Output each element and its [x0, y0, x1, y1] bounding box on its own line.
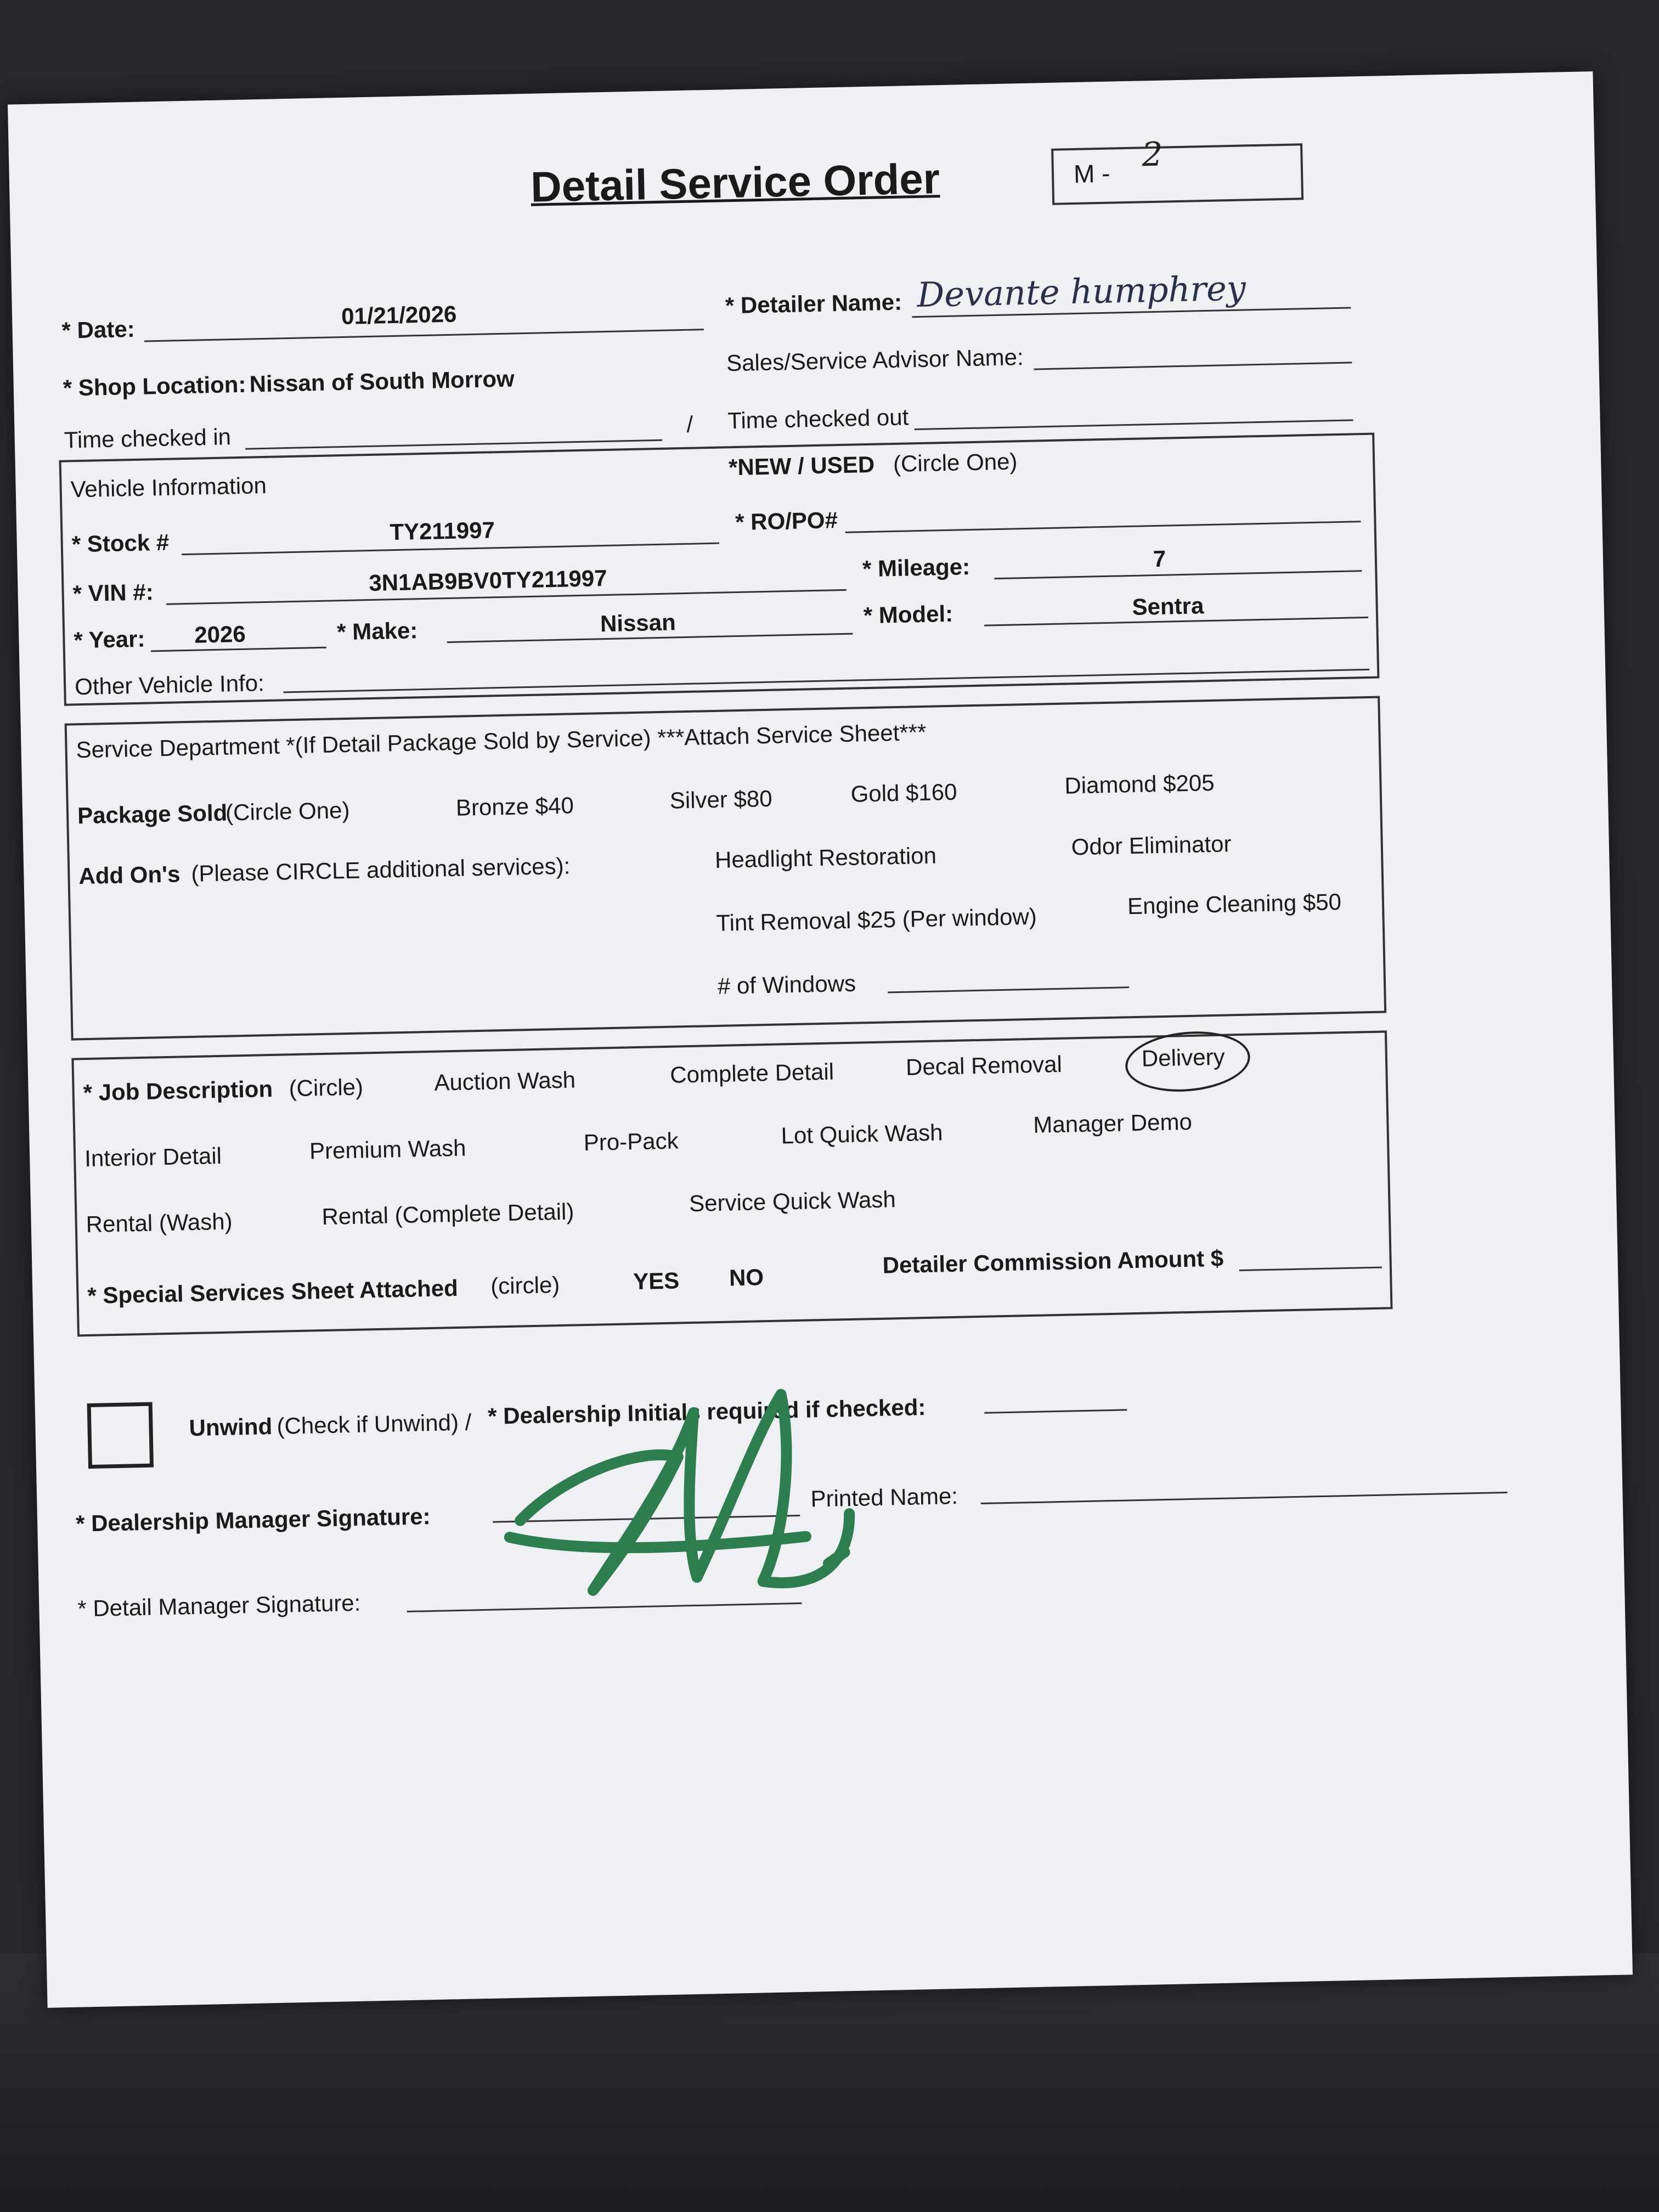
job-service-quick-wash[interactable]: Service Quick Wash	[689, 1186, 896, 1217]
addons-hint: (Please CIRCLE additional services):	[190, 853, 571, 887]
service-header: Service Department *(If Detail Package Sold by Service) ***Attach Service Sheet***	[76, 719, 927, 763]
time-separator: /	[686, 411, 693, 437]
make-value[interactable]: Nissan	[600, 609, 676, 637]
printed-name-label: Printed Name:	[810, 1482, 958, 1512]
job-lot-quick-wash[interactable]: Lot Quick Wash	[781, 1119, 943, 1149]
order-number-prefix: M -	[1073, 159, 1111, 188]
unwind-checkbox[interactable]	[87, 1402, 154, 1469]
date-line	[144, 329, 704, 342]
job-complete-detail[interactable]: Complete Detail	[669, 1058, 834, 1088]
addon-tint[interactable]: Tint Removal $25 (Per window)	[716, 903, 1037, 936]
job-interior-detail[interactable]: Interior Detail	[84, 1142, 222, 1172]
year-label: * Year:	[73, 625, 145, 653]
new-used-hint: (Circle One)	[893, 448, 1018, 477]
addon-headlight[interactable]: Headlight Restoration	[714, 842, 937, 873]
service-order-sheet	[8, 71, 1633, 2008]
addon-odor[interactable]: Odor Eliminator	[1071, 831, 1232, 860]
time-in-line[interactable]	[245, 439, 662, 450]
special-yes[interactable]: YES	[633, 1267, 680, 1295]
initials-label: * Dealership Initials required if checked:	[487, 1394, 926, 1429]
job-label: * Job Description	[83, 1075, 273, 1106]
new-used-label: *NEW / USED	[728, 451, 875, 481]
special-no[interactable]: NO	[729, 1264, 764, 1291]
vin-label: * VIN #:	[72, 579, 154, 607]
manager-signature-mark	[495, 1370, 884, 1609]
year-value[interactable]: 2026	[194, 620, 246, 648]
job-pro-pack[interactable]: Pro-Pack	[583, 1127, 679, 1156]
manager-sig-label: * Dealership Manager Signature:	[75, 1503, 431, 1537]
make-label: * Make:	[336, 617, 418, 645]
printed-name-line[interactable]	[981, 1492, 1508, 1504]
shop-label: * Shop Location:	[63, 371, 246, 401]
stock-value[interactable]: TY211997	[389, 517, 495, 545]
initials-line[interactable]	[984, 1409, 1127, 1413]
detail-sig-label: * Detail Manager Signature:	[77, 1589, 361, 1622]
vehicle-section-label: Vehicle Information	[70, 472, 267, 503]
time-in-label: Time checked in	[64, 424, 232, 453]
job-rental-wash[interactable]: Rental (Wash)	[86, 1208, 233, 1238]
vin-value[interactable]: 3N1AB9BV0TY211997	[368, 565, 608, 596]
job-rental-complete[interactable]: Rental (Complete Detail)	[321, 1198, 574, 1230]
addons-label: Add On's	[78, 861, 180, 889]
shop-value[interactable]: Nissan of South Morrow	[249, 365, 515, 397]
mileage-label: * Mileage:	[862, 554, 970, 582]
detailer-handwritten[interactable]: Devante humphrey	[916, 268, 1246, 315]
addon-engine[interactable]: Engine Cleaning $50	[1127, 889, 1342, 919]
package-silver[interactable]: Silver $80	[669, 785, 773, 814]
special-hint: (circle)	[490, 1272, 560, 1299]
job-manager-demo[interactable]: Manager Demo	[1032, 1108, 1193, 1138]
package-hint: (Circle One)	[225, 797, 350, 826]
package-gold[interactable]: Gold $160	[850, 778, 957, 807]
model-value[interactable]: Sentra	[1132, 592, 1204, 620]
windows-label: # of Windows	[717, 970, 856, 999]
job-decal-removal[interactable]: Decal Removal	[905, 1051, 1063, 1080]
unwind-hint: (Check if Unwind) /	[276, 1409, 472, 1439]
package-bronze[interactable]: Bronze $40	[455, 792, 574, 821]
time-out-label: Time checked out	[727, 404, 909, 434]
unwind-label: Unwind	[189, 1413, 273, 1441]
job-premium-wash[interactable]: Premium Wash	[309, 1135, 466, 1164]
commission-label: Detailer Commission Amount $	[882, 1245, 1224, 1278]
other-vehicle-label: Other Vehicle Info:	[74, 670, 265, 700]
job-auction-wash[interactable]: Auction Wash	[433, 1066, 576, 1096]
stock-label: * Stock #	[71, 529, 170, 557]
job-delivery[interactable]: Delivery	[1141, 1043, 1226, 1071]
special-label: * Special Services Sheet Attached	[87, 1274, 459, 1309]
time-out-line[interactable]	[915, 419, 1353, 430]
date-label: * Date:	[61, 315, 136, 343]
advisor-line[interactable]	[1034, 362, 1352, 370]
model-label: * Model:	[863, 600, 953, 629]
job-hint: (Circle)	[289, 1074, 364, 1102]
package-label: Package Sold	[77, 799, 228, 829]
advisor-label: Sales/Service Advisor Name:	[726, 343, 1024, 376]
ro-po-label: * RO/PO#	[735, 507, 838, 535]
order-number-handwritten: 2	[1141, 135, 1164, 174]
detailer-label: * Detailer Name:	[725, 289, 902, 319]
mileage-value[interactable]: 7	[1153, 545, 1166, 572]
package-diamond[interactable]: Diamond $205	[1064, 769, 1215, 799]
date-value[interactable]: 01/21/2026	[341, 301, 457, 329]
form-title: Detail Service Order	[530, 154, 940, 211]
